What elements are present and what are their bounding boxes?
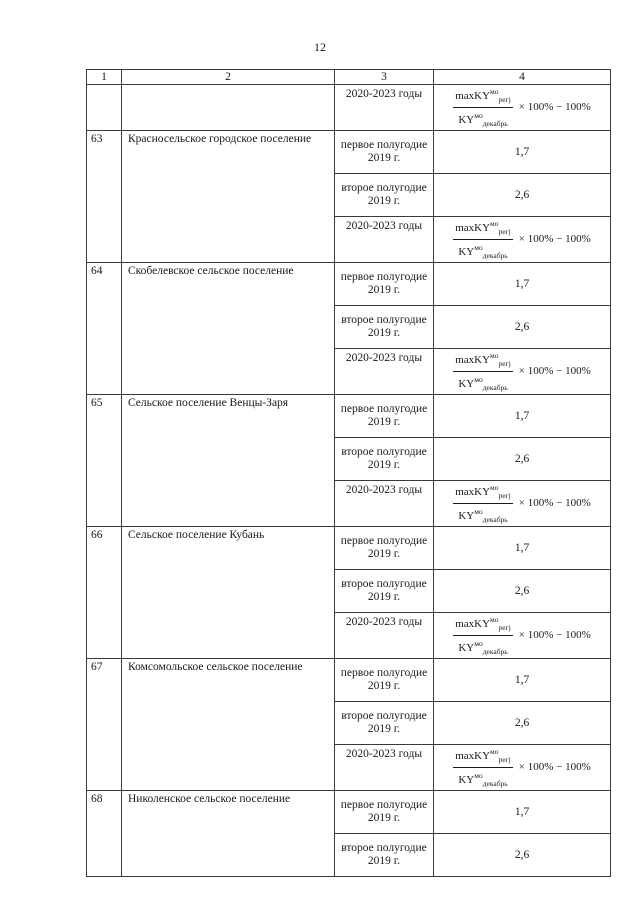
settlement-name: Комсомольское сельское поселение (122, 659, 335, 791)
row-number: 68 (87, 791, 122, 877)
value-second-half: 2,6 (434, 834, 611, 877)
formula-denominator: $KY^{мо}_{декабрь}$ (458, 375, 508, 392)
formula-tail: × 100% − 100% (518, 365, 591, 377)
period-first-half: первое полугодие 2019 г. (335, 263, 434, 306)
value-second-half: 2,6 (434, 702, 611, 745)
period-first-half: первое полугодие 2019 г. (335, 131, 434, 174)
table-row (87, 791, 611, 834)
formula-denominator: $KY^{мо}_{декабрь}$ (458, 243, 508, 260)
header-col-2: 2 (122, 70, 335, 85)
formula-numerator: maxKY$^{мо}_{регj}$ (453, 349, 513, 372)
formula-numerator: maxKY$^{мо}_{регj}$ (453, 613, 513, 636)
table-row (87, 263, 611, 306)
period-second-half: второе полугодие 2019 г. (335, 834, 434, 877)
continuation-row (87, 85, 611, 131)
formula-cell (434, 613, 611, 659)
settlement-name: Сельское поселение Венцы-Заря (122, 395, 335, 527)
formula-fraction (453, 349, 513, 394)
formula-fraction (453, 217, 513, 262)
period-first-half: первое полугодие 2019 г. (335, 659, 434, 702)
period-cell: 2020-2023 годы (335, 85, 434, 131)
period-second-half: второе полугодие 2019 г. (335, 438, 434, 481)
period-first-half: первое полугодие 2019 г. (335, 395, 434, 438)
formula-tail: × 100% − 100% (518, 101, 591, 113)
value-first-half: 1,7 (434, 527, 611, 570)
header-col-3: 3 (335, 70, 434, 85)
value-first-half: 1,7 (434, 131, 611, 174)
formula (453, 745, 591, 790)
period-multiyear: 2020-2023 годы (335, 481, 434, 527)
header-col-1: 1 (87, 70, 122, 85)
settlement-name: Скобелевское сельское поселение (122, 263, 335, 395)
row-number: 63 (87, 131, 122, 263)
value-second-half: 2,6 (434, 570, 611, 613)
formula (453, 481, 591, 526)
period-second-half: второе полугодие 2019 г. (335, 306, 434, 349)
period-multiyear: 2020-2023 годы (335, 613, 434, 659)
formula-cell (434, 217, 611, 263)
value-first-half: 1,7 (434, 659, 611, 702)
period-multiyear: 2020-2023 годы (335, 745, 434, 791)
formula-denominator: $KY^{мо}_{декабрь}$ (458, 639, 508, 656)
formula-fraction (453, 85, 513, 130)
formula-tail: × 100% − 100% (518, 497, 591, 509)
formula-cell (434, 481, 611, 527)
value-second-half: 2,6 (434, 174, 611, 217)
formula (453, 349, 591, 394)
header-col-4: 4 (434, 70, 611, 85)
formula-denominator: $KY^{мо}_{декабрь}$ (458, 507, 508, 524)
settlement-name-cell (122, 85, 335, 131)
formula-tail: × 100% − 100% (518, 761, 591, 773)
row-number: 64 (87, 263, 122, 395)
formula-cell (434, 85, 611, 131)
formula (453, 613, 591, 658)
formula-cell (434, 349, 611, 395)
formula-numerator: maxKY$^{мо}_{регj}$ (453, 217, 513, 240)
value-first-half: 1,7 (434, 263, 611, 306)
page-number: 12 (314, 40, 326, 54)
formula-denominator: $KY^{мо}_{декабрь}$ (458, 771, 508, 788)
settlement-name: Сельское поселение Кубань (122, 527, 335, 659)
formula-tail: × 100% − 100% (518, 233, 591, 245)
settlement-name: Николенское сельское поселение (122, 791, 335, 877)
period-first-half: первое полугодие 2019 г. (335, 791, 434, 834)
row-number: 67 (87, 659, 122, 791)
period-multiyear: 2020-2023 годы (335, 349, 434, 395)
row-number: 65 (87, 395, 122, 527)
row-number: 66 (87, 527, 122, 659)
formula-fraction (453, 481, 513, 526)
period-second-half: второе полугодие 2019 г. (335, 570, 434, 613)
table-row (87, 659, 611, 702)
formula (453, 217, 591, 262)
period-second-half: второе полугодие 2019 г. (335, 702, 434, 745)
formula-numerator: maxKY$^{мо}_{регj}$ (453, 745, 513, 768)
formula (453, 85, 591, 130)
formula-numerator: maxKY$^{мо}_{регj}$ (453, 481, 513, 504)
value-first-half: 1,7 (434, 791, 611, 834)
table-row (87, 131, 611, 174)
value-second-half: 2,6 (434, 306, 611, 349)
table-row (87, 527, 611, 570)
period-first-half: первое полугодие 2019 г. (335, 527, 434, 570)
formula-fraction (453, 613, 513, 658)
value-first-half: 1,7 (434, 395, 611, 438)
table-body (87, 70, 611, 877)
formula-numerator: maxKY$^{мо}_{регj}$ (453, 85, 513, 108)
formula-cell (434, 745, 611, 791)
period-second-half: второе полугодие 2019 г. (335, 174, 434, 217)
period-multiyear: 2020-2023 годы (335, 217, 434, 263)
row-number-cell (87, 85, 122, 131)
header-row (87, 70, 611, 85)
table-row (87, 395, 611, 438)
settlement-name: Красносельское городское поселение (122, 131, 335, 263)
formula-tail: × 100% − 100% (518, 629, 591, 641)
formula-fraction (453, 745, 513, 790)
tariff-table (86, 69, 611, 877)
value-second-half: 2,6 (434, 438, 611, 481)
formula-denominator: $KY^{мо}_{декабрь}$ (458, 111, 508, 128)
